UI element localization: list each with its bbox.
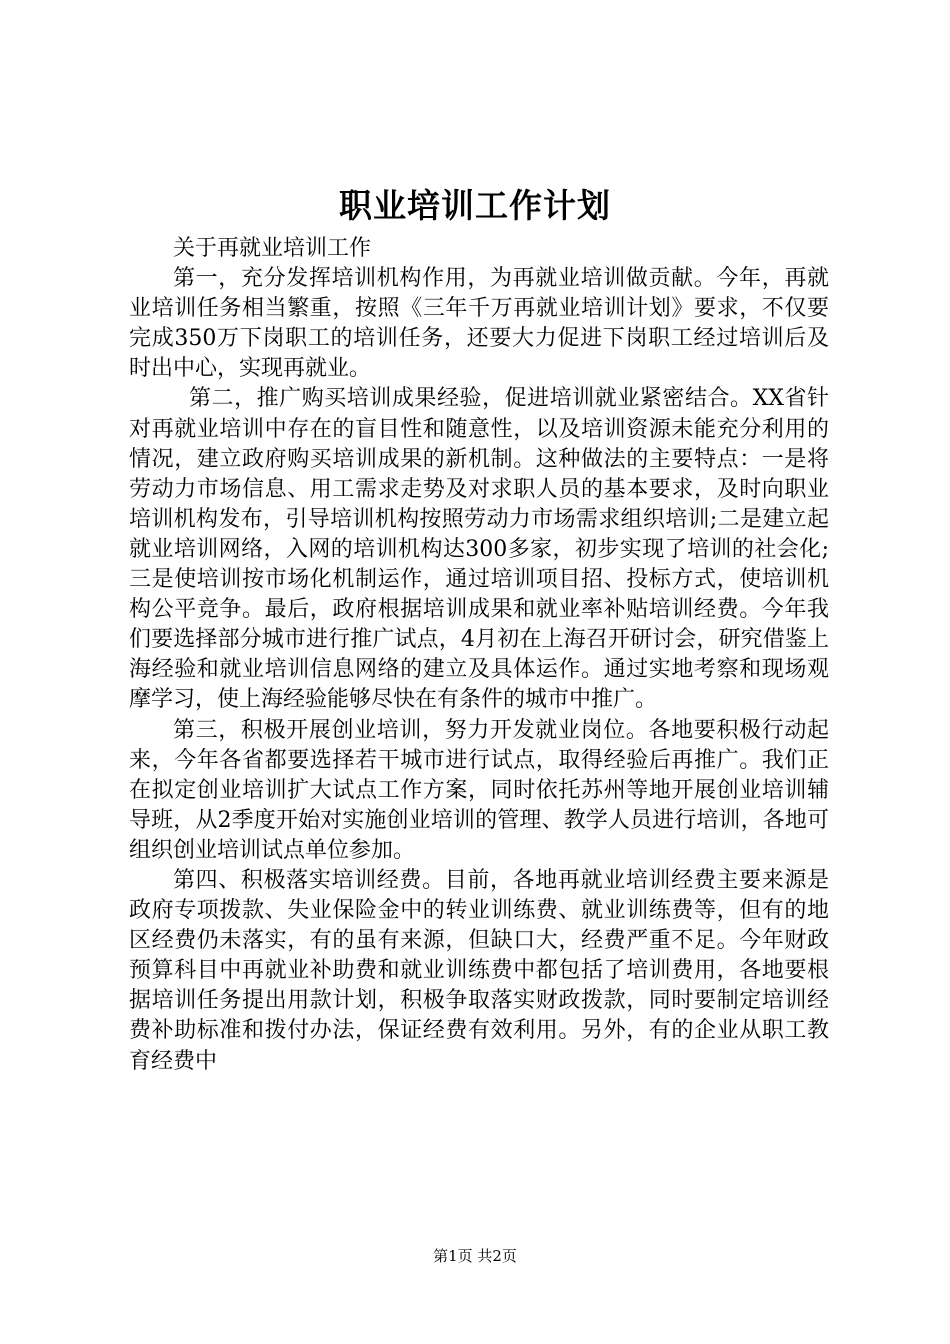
document-title: 职业培训工作计划	[339, 186, 611, 225]
document-body	[129, 234, 829, 1077]
page-number-label: 第1页 共2页	[433, 1247, 517, 1265]
paragraph-heading: 关于再就业培训工作	[173, 236, 372, 261]
paragraph-3: 第三，积极开展创业培训，努力开发就业岗位。各地要积极行动起来，今年各省都要选择若干城市进行试点，取得经验后再推广。我们正在拟定创业培训扩大试点工作方案，同时依托苏州等地开展创业培训辅导班，从2季度开始对实施创业培训的管理、教学人员进行培训，各地可组织创业培训试点单位参加。	[129, 717, 829, 863]
paragraph-1: 第一，充分发挥培训机构作用，为再就业培训做贡献。今年，再就业培训任务相当繁重，按照《三年千万再就业培训计划》要求，不仅要完成350万下岗职工的培训任务，还要大力促进下岗职工经过培训后及时出中心，实现再就业。	[129, 266, 829, 382]
paragraph-4: 第四、积极落实培训经费。目前，各地再就业培训经费主要来源是政府专项拨款、失业保险金中的转业训练费、就业训练费等，但有的地区经费仍未落实，有的虽有来源，但缺口大，经费严重不足。今年财政预算科目中再就业补助费和就业训练费中都包括了培训费用，各地要根据培训任务提出用款计划，积极争取落实财政拨款，同时要制定培训经费补助标准和拨付办法，保证经费有效利用。另外，有的企业从职工教育经费中	[129, 867, 829, 1074]
page-footer	[0, 1245, 950, 1266]
paragraph-2: 第二，推广购买培训成果经验，促进培训就业紧密结合。XX省针对再就业培训中存在的盲目性和随意性，以及培训资源未能充分利用的情况，建立政府购买培训成果的新机制。这种做法的主要特点：一是将劳动力市场信息、用工需求走势及对求职人员的基本要求，及时向职业培训机构发布，引导培训机构按照劳动力市场需求组织培训;二是建立起就业培训网络，入网的培训机构达300多家，初步实现了培训的社会化;三是使培训按市场化机制运作，通过培训项目招、投标方式，使培训机构公平竞争。最后，政府根据培训成果和就业率补贴培训经费。今年我们要选择部分城市进行推广试点，4月初在上海召开研讨会，研究借鉴上海经验和就业培训信息网络的建立及具体运作。通过实地考察和现场观摩学习，使上海经验能够尽快在有条件的城市中推广。	[129, 386, 829, 713]
